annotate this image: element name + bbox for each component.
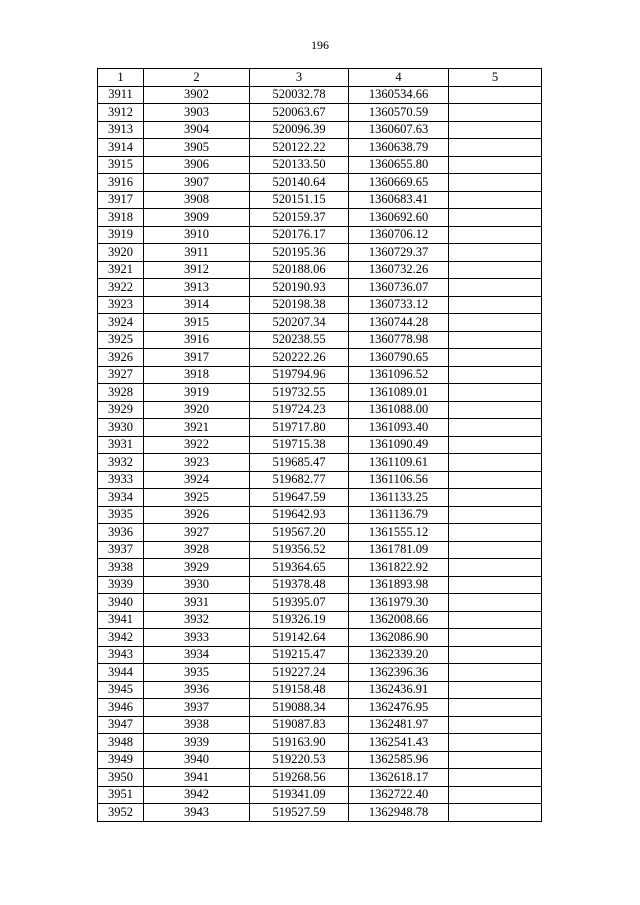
header-cell-1: 1 bbox=[98, 69, 144, 87]
table-cell-col-3: 520133.50 bbox=[250, 156, 349, 174]
table-row bbox=[98, 401, 542, 419]
table-cell-col-2: 3932 bbox=[144, 611, 250, 629]
table-cell-col-2: 3936 bbox=[144, 681, 250, 699]
table-cell-col-3: 519527.59 bbox=[250, 804, 349, 822]
table-cell-col-3: 520207.34 bbox=[250, 314, 349, 332]
table-cell-col-5 bbox=[449, 594, 542, 612]
table-row bbox=[98, 366, 542, 384]
table-cell-col-5 bbox=[449, 436, 542, 454]
table-cell-col-5 bbox=[449, 366, 542, 384]
table-cell-col-1: 3927 bbox=[98, 366, 144, 384]
table-row bbox=[98, 279, 542, 297]
table-cell-col-5 bbox=[449, 191, 542, 209]
table-cell-col-5 bbox=[449, 331, 542, 349]
table-cell-col-1: 3951 bbox=[98, 786, 144, 804]
table-cell-col-2: 3934 bbox=[144, 646, 250, 664]
table-cell-col-1: 3913 bbox=[98, 121, 144, 139]
table-cell-col-3: 519215.47 bbox=[250, 646, 349, 664]
table-row bbox=[98, 786, 542, 804]
table-cell-col-3: 519268.56 bbox=[250, 769, 349, 787]
table-cell-col-1: 3920 bbox=[98, 244, 144, 262]
table-row bbox=[98, 261, 542, 279]
table-cell-col-5 bbox=[449, 664, 542, 682]
table-cell-col-4: 1360655.80 bbox=[349, 156, 449, 174]
table-cell-col-4: 1362476.95 bbox=[349, 699, 449, 717]
table-cell-col-2: 3938 bbox=[144, 716, 250, 734]
table-cell-col-5 bbox=[449, 174, 542, 192]
table-row bbox=[98, 86, 542, 104]
table-cell-col-1: 3931 bbox=[98, 436, 144, 454]
table-cell-col-4: 1362481.97 bbox=[349, 716, 449, 734]
table-row bbox=[98, 751, 542, 769]
table-cell-col-5 bbox=[449, 156, 542, 174]
table-cell-col-5 bbox=[449, 314, 542, 332]
table-cell-col-4: 1360733.12 bbox=[349, 296, 449, 314]
table-cell-col-2: 3922 bbox=[144, 436, 250, 454]
table-cell-col-1: 3936 bbox=[98, 524, 144, 542]
table-cell-col-3: 520188.06 bbox=[250, 261, 349, 279]
table-row bbox=[98, 611, 542, 629]
table-cell-col-2: 3915 bbox=[144, 314, 250, 332]
table-row bbox=[98, 139, 542, 157]
header-cell-5: 5 bbox=[449, 69, 542, 87]
table-cell-col-4: 1361093.40 bbox=[349, 419, 449, 437]
table-cell-col-5 bbox=[449, 121, 542, 139]
table-cell-col-5 bbox=[449, 559, 542, 577]
table-cell-col-5 bbox=[449, 419, 542, 437]
table-header bbox=[98, 69, 542, 87]
table-cell-col-1: 3943 bbox=[98, 646, 144, 664]
table-cell-col-2: 3929 bbox=[144, 559, 250, 577]
table-cell-col-2: 3940 bbox=[144, 751, 250, 769]
table-cell-col-1: 3930 bbox=[98, 419, 144, 437]
table-cell-col-4: 1360669.65 bbox=[349, 174, 449, 192]
table-cell-col-3: 519395.07 bbox=[250, 594, 349, 612]
table-cell-col-5 bbox=[449, 541, 542, 559]
table-body bbox=[98, 86, 542, 821]
table-cell-col-1: 3925 bbox=[98, 331, 144, 349]
table-cell-col-2: 3917 bbox=[144, 349, 250, 367]
table-cell-col-4: 1362541.43 bbox=[349, 734, 449, 752]
table-cell-col-3: 520063.67 bbox=[250, 104, 349, 122]
table-cell-col-4: 1360744.28 bbox=[349, 314, 449, 332]
page-number: 196 bbox=[311, 38, 329, 52]
table-cell-col-5 bbox=[449, 401, 542, 419]
table-row bbox=[98, 209, 542, 227]
table-cell-col-5 bbox=[449, 524, 542, 542]
table-cell-col-4: 1361781.09 bbox=[349, 541, 449, 559]
table-cell-col-3: 519567.20 bbox=[250, 524, 349, 542]
table-cell-col-2: 3914 bbox=[144, 296, 250, 314]
table-cell-col-2: 3902 bbox=[144, 86, 250, 104]
table-cell-col-1: 3912 bbox=[98, 104, 144, 122]
table-cell-col-1: 3940 bbox=[98, 594, 144, 612]
table-cell-col-2: 3926 bbox=[144, 506, 250, 524]
table-cell-col-2: 3937 bbox=[144, 699, 250, 717]
table-cell-col-2: 3904 bbox=[144, 121, 250, 139]
table-cell-col-3: 519364.65 bbox=[250, 559, 349, 577]
table-cell-col-1: 3916 bbox=[98, 174, 144, 192]
table-cell-col-5 bbox=[449, 384, 542, 402]
table-cell-col-2: 3927 bbox=[144, 524, 250, 542]
table-cell-col-1: 3941 bbox=[98, 611, 144, 629]
table-cell-col-2: 3916 bbox=[144, 331, 250, 349]
table-cell-col-4: 1360706.12 bbox=[349, 226, 449, 244]
table-cell-col-4: 1362585.96 bbox=[349, 751, 449, 769]
table-cell-col-2: 3931 bbox=[144, 594, 250, 612]
table-cell-col-3: 520222.26 bbox=[250, 349, 349, 367]
table-cell-col-3: 519642.93 bbox=[250, 506, 349, 524]
table-cell-col-1: 3935 bbox=[98, 506, 144, 524]
header-row bbox=[98, 69, 542, 87]
table-cell-col-4: 1361089.01 bbox=[349, 384, 449, 402]
table-row bbox=[98, 419, 542, 437]
table-cell-col-4: 1362436.91 bbox=[349, 681, 449, 699]
table-row bbox=[98, 349, 542, 367]
table-cell-col-5 bbox=[449, 786, 542, 804]
table-row bbox=[98, 769, 542, 787]
table-cell-col-2: 3924 bbox=[144, 471, 250, 489]
table-cell-col-5 bbox=[449, 611, 542, 629]
table-cell-col-4: 1362396.36 bbox=[349, 664, 449, 682]
table-cell-col-1: 3917 bbox=[98, 191, 144, 209]
table-cell-col-5 bbox=[449, 226, 542, 244]
table-cell-col-4: 1361893.98 bbox=[349, 576, 449, 594]
table-cell-col-5 bbox=[449, 576, 542, 594]
table-cell-col-1: 3938 bbox=[98, 559, 144, 577]
table-cell-col-3: 519088.34 bbox=[250, 699, 349, 717]
table-cell-col-3: 520096.39 bbox=[250, 121, 349, 139]
table-cell-col-2: 3928 bbox=[144, 541, 250, 559]
table-row bbox=[98, 436, 542, 454]
table-cell-col-4: 1361822.92 bbox=[349, 559, 449, 577]
table-cell-col-4: 1360570.59 bbox=[349, 104, 449, 122]
table-cell-col-3: 520190.93 bbox=[250, 279, 349, 297]
table-cell-col-3: 520151.15 bbox=[250, 191, 349, 209]
table-cell-col-3: 519326.19 bbox=[250, 611, 349, 629]
table-cell-col-4: 1361133.25 bbox=[349, 489, 449, 507]
table-row bbox=[98, 296, 542, 314]
table-cell-col-3: 519647.59 bbox=[250, 489, 349, 507]
table-row bbox=[98, 454, 542, 472]
table-cell-col-1: 3949 bbox=[98, 751, 144, 769]
table-cell-col-2: 3939 bbox=[144, 734, 250, 752]
table-row bbox=[98, 716, 542, 734]
table-cell-col-1: 3926 bbox=[98, 349, 144, 367]
table-cell-col-3: 520032.78 bbox=[250, 86, 349, 104]
table-cell-col-4: 1360683.41 bbox=[349, 191, 449, 209]
table-cell-col-1: 3923 bbox=[98, 296, 144, 314]
table-cell-col-1: 3939 bbox=[98, 576, 144, 594]
table-cell-col-2: 3919 bbox=[144, 384, 250, 402]
table-cell-col-4: 1362339.20 bbox=[349, 646, 449, 664]
table-cell-col-3: 520140.64 bbox=[250, 174, 349, 192]
table-cell-col-3: 519142.64 bbox=[250, 629, 349, 647]
table-cell-col-5 bbox=[449, 209, 542, 227]
table-cell-col-4: 1362948.78 bbox=[349, 804, 449, 822]
table-cell-col-4: 1360638.79 bbox=[349, 139, 449, 157]
table-row bbox=[98, 226, 542, 244]
table-cell-col-5 bbox=[449, 629, 542, 647]
table-cell-col-2: 3911 bbox=[144, 244, 250, 262]
table-cell-col-4: 1360790.65 bbox=[349, 349, 449, 367]
table-cell-col-4: 1360729.37 bbox=[349, 244, 449, 262]
table-cell-col-2: 3925 bbox=[144, 489, 250, 507]
table-cell-col-5 bbox=[449, 646, 542, 664]
table-cell-col-1: 3924 bbox=[98, 314, 144, 332]
table-cell-col-1: 3921 bbox=[98, 261, 144, 279]
table-cell-col-5 bbox=[449, 104, 542, 122]
table-cell-col-1: 3934 bbox=[98, 489, 144, 507]
table-cell-col-5 bbox=[449, 86, 542, 104]
table-cell-col-3: 519356.52 bbox=[250, 541, 349, 559]
table-cell-col-3: 519794.96 bbox=[250, 366, 349, 384]
table-row bbox=[98, 559, 542, 577]
table-cell-col-5 bbox=[449, 506, 542, 524]
table-row bbox=[98, 506, 542, 524]
table-cell-col-4: 1361106.56 bbox=[349, 471, 449, 489]
table-cell-col-5 bbox=[449, 261, 542, 279]
table-cell-col-5 bbox=[449, 296, 542, 314]
table-cell-col-5 bbox=[449, 681, 542, 699]
table-cell-col-3: 520195.36 bbox=[250, 244, 349, 262]
table-row bbox=[98, 384, 542, 402]
table-row bbox=[98, 576, 542, 594]
header-cell-3: 3 bbox=[250, 69, 349, 87]
table-row bbox=[98, 629, 542, 647]
table-row bbox=[98, 594, 542, 612]
table-cell-col-4: 1361096.52 bbox=[349, 366, 449, 384]
table-cell-col-5 bbox=[449, 804, 542, 822]
table-cell-col-5 bbox=[449, 489, 542, 507]
table-cell-col-1: 3944 bbox=[98, 664, 144, 682]
table-row bbox=[98, 244, 542, 262]
table-cell-col-5 bbox=[449, 699, 542, 717]
table-cell-col-2: 3933 bbox=[144, 629, 250, 647]
table-row bbox=[98, 104, 542, 122]
table-cell-col-1: 3919 bbox=[98, 226, 144, 244]
table-cell-col-4: 1360692.60 bbox=[349, 209, 449, 227]
table-row bbox=[98, 734, 542, 752]
table-cell-col-3: 519717.80 bbox=[250, 419, 349, 437]
header-cell-4: 4 bbox=[349, 69, 449, 87]
table-cell-col-2: 3907 bbox=[144, 174, 250, 192]
table-cell-col-2: 3920 bbox=[144, 401, 250, 419]
table-cell-col-5 bbox=[449, 716, 542, 734]
table-row bbox=[98, 331, 542, 349]
table-row bbox=[98, 191, 542, 209]
table-row bbox=[98, 681, 542, 699]
table-row bbox=[98, 314, 542, 332]
table-cell-col-2: 3923 bbox=[144, 454, 250, 472]
table-cell-col-3: 519163.90 bbox=[250, 734, 349, 752]
table-cell-col-1: 3932 bbox=[98, 454, 144, 472]
table-cell-col-4: 1360534.66 bbox=[349, 86, 449, 104]
table-row bbox=[98, 121, 542, 139]
table-row bbox=[98, 646, 542, 664]
table-cell-col-3: 519732.55 bbox=[250, 384, 349, 402]
table-cell-col-1: 3947 bbox=[98, 716, 144, 734]
table-cell-col-4: 1360607.63 bbox=[349, 121, 449, 139]
table-cell-col-1: 3929 bbox=[98, 401, 144, 419]
table-cell-col-2: 3910 bbox=[144, 226, 250, 244]
table-cell-col-3: 519227.24 bbox=[250, 664, 349, 682]
table-cell-col-2: 3942 bbox=[144, 786, 250, 804]
table-cell-col-3: 520176.17 bbox=[250, 226, 349, 244]
table-row bbox=[98, 471, 542, 489]
table-cell-col-3: 519724.23 bbox=[250, 401, 349, 419]
table-cell-col-1: 3928 bbox=[98, 384, 144, 402]
table-cell-col-3: 519685.47 bbox=[250, 454, 349, 472]
table-cell-col-4: 1361979.30 bbox=[349, 594, 449, 612]
table-cell-col-4: 1362008.66 bbox=[349, 611, 449, 629]
table-cell-col-1: 3946 bbox=[98, 699, 144, 717]
table-cell-col-2: 3913 bbox=[144, 279, 250, 297]
table-row bbox=[98, 699, 542, 717]
table-cell-col-5 bbox=[449, 349, 542, 367]
table-cell-col-5 bbox=[449, 734, 542, 752]
table-cell-col-1: 3945 bbox=[98, 681, 144, 699]
table-cell-col-4: 1361136.79 bbox=[349, 506, 449, 524]
table-cell-col-4: 1362722.40 bbox=[349, 786, 449, 804]
table-cell-col-1: 3922 bbox=[98, 279, 144, 297]
table-cell-col-1: 3914 bbox=[98, 139, 144, 157]
header-cell-2: 2 bbox=[144, 69, 250, 87]
table-row bbox=[98, 664, 542, 682]
table-row bbox=[98, 541, 542, 559]
table-cell-col-1: 3933 bbox=[98, 471, 144, 489]
table-cell-col-2: 3903 bbox=[144, 104, 250, 122]
table-cell-col-5 bbox=[449, 769, 542, 787]
table-cell-col-2: 3943 bbox=[144, 804, 250, 822]
table-cell-col-2: 3921 bbox=[144, 419, 250, 437]
table-cell-col-4: 1361090.49 bbox=[349, 436, 449, 454]
table-cell-col-4: 1360778.98 bbox=[349, 331, 449, 349]
table-cell-col-1: 3918 bbox=[98, 209, 144, 227]
table-cell-col-5 bbox=[449, 454, 542, 472]
table-cell-col-4: 1362618.17 bbox=[349, 769, 449, 787]
table-cell-col-3: 520198.38 bbox=[250, 296, 349, 314]
table-cell-col-3: 519158.48 bbox=[250, 681, 349, 699]
table-cell-col-1: 3942 bbox=[98, 629, 144, 647]
table-cell-col-4: 1360732.26 bbox=[349, 261, 449, 279]
table-cell-col-4: 1361088.00 bbox=[349, 401, 449, 419]
table-cell-col-2: 3935 bbox=[144, 664, 250, 682]
table-cell-col-3: 519087.83 bbox=[250, 716, 349, 734]
table-row bbox=[98, 524, 542, 542]
table-cell-col-5 bbox=[449, 751, 542, 769]
table-cell-col-3: 519341.09 bbox=[250, 786, 349, 804]
table-cell-col-4: 1360736.07 bbox=[349, 279, 449, 297]
table-row bbox=[98, 804, 542, 822]
table-cell-col-3: 519715.38 bbox=[250, 436, 349, 454]
table-cell-col-3: 519220.53 bbox=[250, 751, 349, 769]
table-cell-col-3: 519378.48 bbox=[250, 576, 349, 594]
table-cell-col-1: 3950 bbox=[98, 769, 144, 787]
table-cell-col-1: 3948 bbox=[98, 734, 144, 752]
table-cell-col-3: 520238.55 bbox=[250, 331, 349, 349]
table-cell-col-5 bbox=[449, 471, 542, 489]
table-cell-col-4: 1362086.90 bbox=[349, 629, 449, 647]
table-cell-col-2: 3905 bbox=[144, 139, 250, 157]
table-cell-col-5 bbox=[449, 139, 542, 157]
table-cell-col-2: 3918 bbox=[144, 366, 250, 384]
table-cell-col-2: 3908 bbox=[144, 191, 250, 209]
table-cell-col-4: 1361555.12 bbox=[349, 524, 449, 542]
table-cell-col-5 bbox=[449, 279, 542, 297]
table-cell-col-5 bbox=[449, 244, 542, 262]
table-row bbox=[98, 489, 542, 507]
table-cell-col-1: 3952 bbox=[98, 804, 144, 822]
table-row bbox=[98, 174, 542, 192]
table-cell-col-2: 3912 bbox=[144, 261, 250, 279]
table-cell-col-2: 3930 bbox=[144, 576, 250, 594]
table-cell-col-1: 3937 bbox=[98, 541, 144, 559]
table-cell-col-3: 520122.22 bbox=[250, 139, 349, 157]
table-cell-col-1: 3911 bbox=[98, 86, 144, 104]
table-cell-col-2: 3941 bbox=[144, 769, 250, 787]
coordinates-table bbox=[97, 68, 542, 822]
table-row bbox=[98, 156, 542, 174]
table-cell-col-1: 3915 bbox=[98, 156, 144, 174]
table-cell-col-2: 3909 bbox=[144, 209, 250, 227]
table-cell-col-4: 1361109.61 bbox=[349, 454, 449, 472]
table-cell-col-3: 520159.37 bbox=[250, 209, 349, 227]
table-cell-col-3: 519682.77 bbox=[250, 471, 349, 489]
table-cell-col-2: 3906 bbox=[144, 156, 250, 174]
